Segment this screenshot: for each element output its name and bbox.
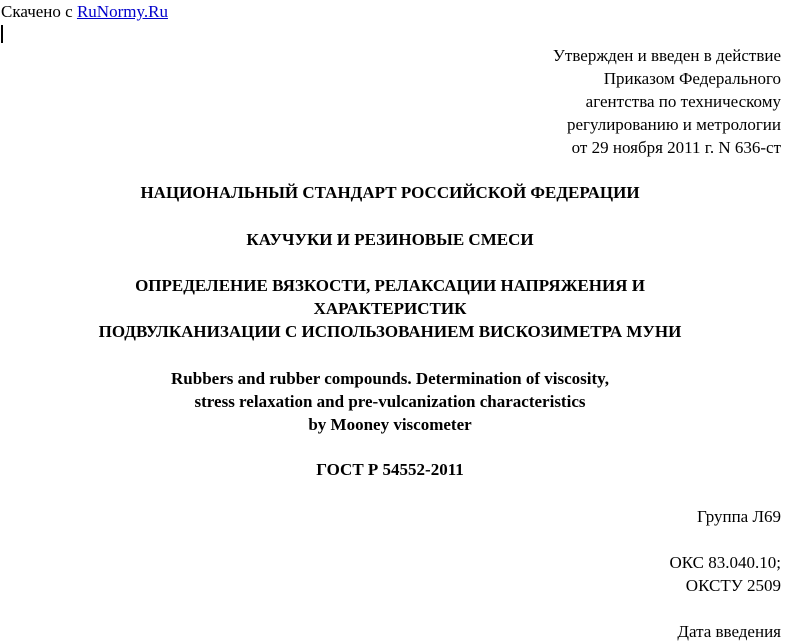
approval-line: Приказом Федерального bbox=[603, 69, 781, 88]
standard-title-line: ПОДВУЛКАНИЗАЦИИ С ИСПОЛЬЗОВАНИЕМ ВИСКОЗИМЕТРА МУНИ bbox=[98, 322, 682, 341]
approval-line: регулированию и метрологии bbox=[566, 115, 781, 134]
source-prefix: Скачено с bbox=[1, 2, 77, 21]
english-title-line: by Mooney viscometer bbox=[308, 415, 472, 434]
classification-codes bbox=[669, 551, 781, 597]
standard-number-text: ГОСТ Р 54552-2011 bbox=[316, 460, 464, 479]
intro-date-label: Дата введения bbox=[677, 622, 781, 641]
english-title-line: stress relaxation and pre-vulcanization characteristics bbox=[194, 392, 586, 411]
approval-line: от 29 ноября 2011 г. N 636-ст bbox=[571, 138, 781, 157]
standard-title bbox=[0, 274, 780, 343]
approval-line: Утвержден и введен в действие bbox=[552, 46, 781, 65]
standard-title-line: ОПРЕДЕЛЕНИЕ ВЯЗКОСТИ, РЕЛАКСАЦИИ НАПРЯЖЕНИЯ И bbox=[135, 276, 645, 295]
standard-title-line: ХАРАКТЕРИСТИК bbox=[313, 299, 467, 318]
source-line bbox=[1, 0, 168, 23]
source-link[interactable]: RuNormy.Ru bbox=[76, 2, 168, 21]
oks-code: ОКС 83.040.10; bbox=[669, 553, 781, 572]
okstu-code: ОКСТУ 2509 bbox=[685, 576, 781, 595]
standard-heading bbox=[0, 181, 780, 204]
standard-subject-text: КАУЧУКИ И РЕЗИНОВЫЕ СМЕСИ bbox=[246, 230, 534, 249]
standard-heading-text: НАЦИОНАЛЬНЫЙ СТАНДАРТ РОССИЙСКОЙ ФЕДЕРАЦИИ bbox=[140, 183, 640, 202]
standard-number bbox=[0, 458, 780, 481]
group-text: Группа Л69 bbox=[696, 507, 781, 526]
text-cursor bbox=[1, 25, 3, 43]
standard-subject bbox=[0, 228, 780, 251]
english-title-line: Rubbers and rubber compounds. Determination of viscosity, bbox=[171, 369, 609, 388]
english-title bbox=[0, 367, 780, 436]
approval-block bbox=[553, 44, 781, 159]
approval-line: агентства по техническому bbox=[585, 92, 781, 111]
group-block bbox=[697, 505, 781, 528]
